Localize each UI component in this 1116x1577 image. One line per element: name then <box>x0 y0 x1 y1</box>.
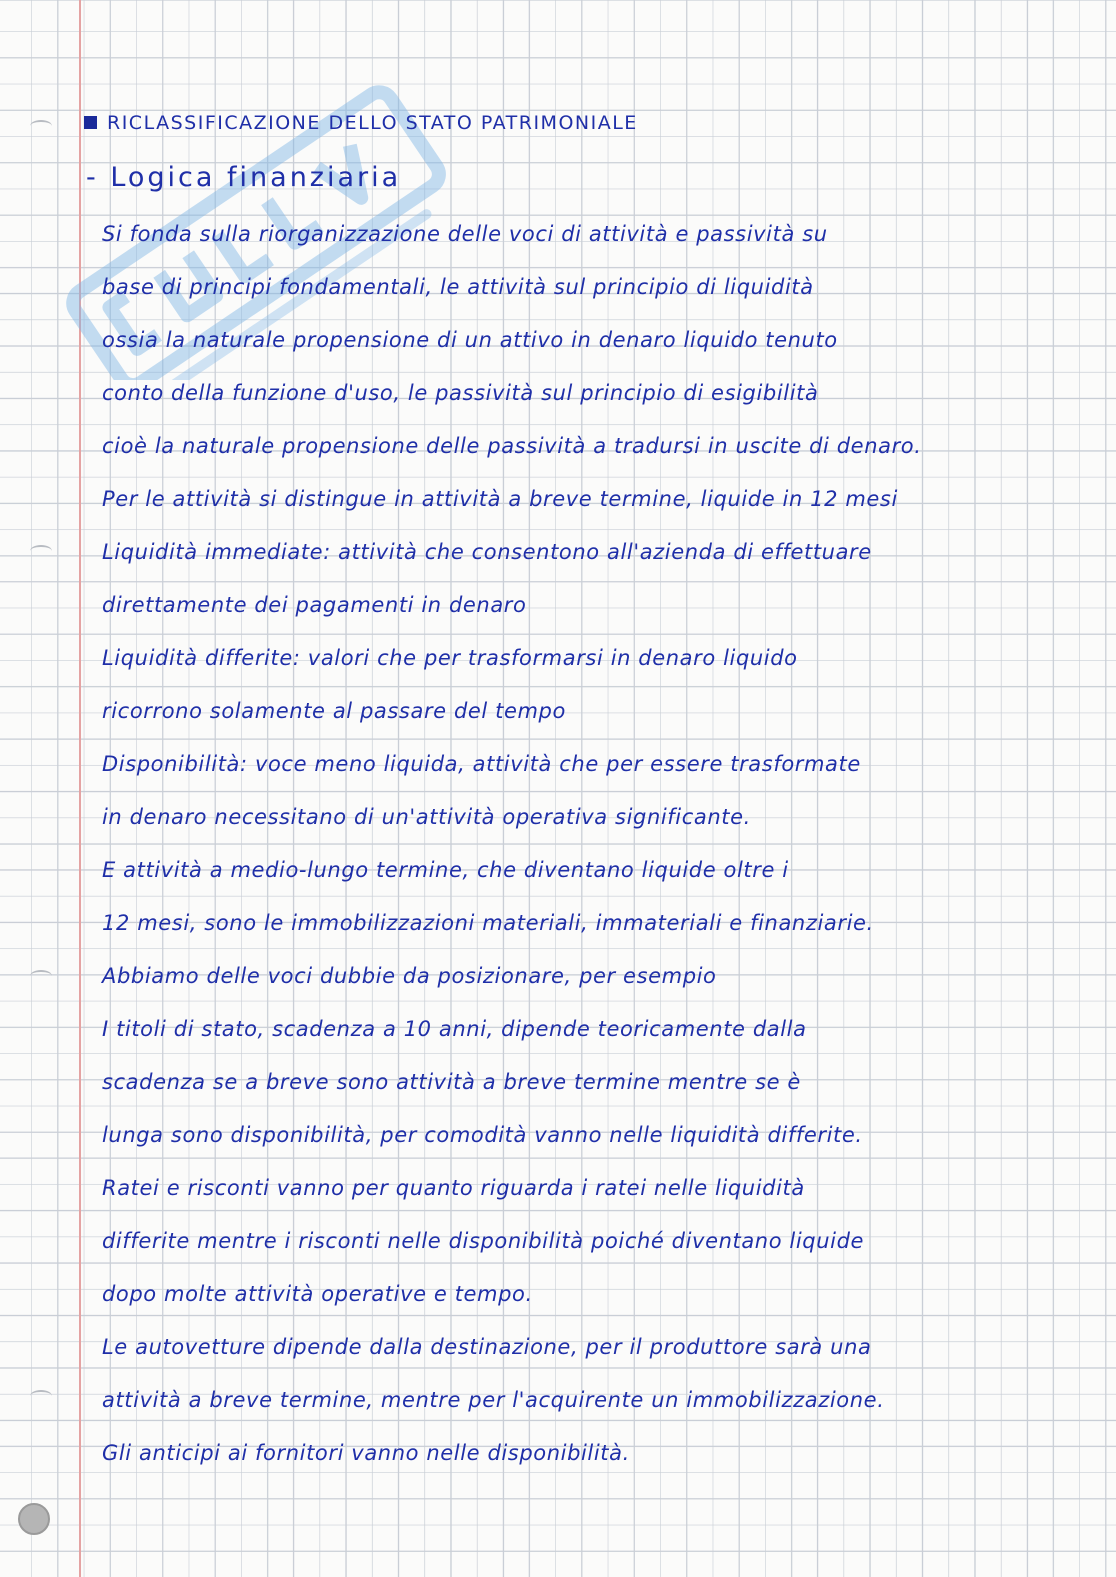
text-line: conto della funzione d'uso, le passività sul principio di esigibilità <box>102 381 819 405</box>
text-line: Liquidità immediate: attività che consentono all'azienda di effettuare <box>102 540 872 564</box>
text-line: Ratei e risconti vanno per quanto riguarda i ratei nelle liquidità <box>102 1176 805 1200</box>
punch-hole-mark <box>30 120 52 132</box>
text-line: Liquidità differite: valori che per trasformarsi in denaro liquido <box>102 646 798 670</box>
text-line: base di principi fondamentali, le attività sul principio di liquidità <box>102 275 814 299</box>
text-line: dopo molte attività operative e tempo. <box>102 1282 533 1306</box>
text-line: Gli anticipi ai fornitori vanno nelle disponibilità. <box>102 1441 630 1465</box>
text-line: ricorrono solamente al passare del tempo <box>102 699 566 723</box>
text-line: in denaro necessitano di un'attività operativa significante. <box>102 805 751 829</box>
text-line: Si fonda sulla riorganizzazione delle voci di attività e passività su <box>102 222 828 246</box>
punch-hole-mark <box>30 970 52 982</box>
corner-dot-icon <box>18 1503 50 1535</box>
text-line: differite mentre i risconti nelle disponibilità poiché diventano liquide <box>102 1229 865 1253</box>
text-line: I titoli di stato, scadenza a 10 anni, dipende teoricamente dalla <box>102 1017 807 1041</box>
punch-hole-mark <box>30 1390 52 1402</box>
text-line: lunga sono disponibilità, per comodità vanno nelle liquidità differite. <box>102 1123 863 1147</box>
text-line: direttamente dei pagamenti in denaro <box>102 593 527 617</box>
square-bullet-icon <box>84 116 97 129</box>
text-line: cioè la naturale propensione delle passività a tradursi in uscite di denaro. <box>102 434 922 458</box>
text-line: ossia la naturale propensione di un attivo in denaro liquido tenuto <box>102 328 838 352</box>
punch-hole-mark <box>30 545 52 557</box>
text-line: Disponibilità: voce meno liquida, attività che per essere trasformate <box>102 752 861 776</box>
text-line: scadenza se a breve sono attività a breve termine mentre se è <box>102 1070 801 1094</box>
text-line: Abbiamo delle voci dubbie da posizionare, per esempio <box>102 964 717 988</box>
text-line: 12 mesi, sono le immobilizzazioni materiali, immateriali e finanziarie. <box>102 911 874 935</box>
heading-row <box>84 112 638 134</box>
text-line: Le autovetture dipende dalla destinazione, per il produttore sarà una <box>102 1335 872 1359</box>
text-line: E attività a medio-lungo termine, che diventano liquide oltre i <box>102 858 789 882</box>
page-heading: RICLASSIFICAZIONE DELLO STATO PATRIMONIALE <box>107 112 638 134</box>
text-line: Per le attività si distingue in attività a breve termine, liquide in 12 mesi <box>102 487 898 511</box>
section-subheading: - Logica finanziaria <box>86 162 402 193</box>
text-line: attività a breve termine, mentre per l'acquirente un immobilizzazione. <box>102 1388 885 1412</box>
